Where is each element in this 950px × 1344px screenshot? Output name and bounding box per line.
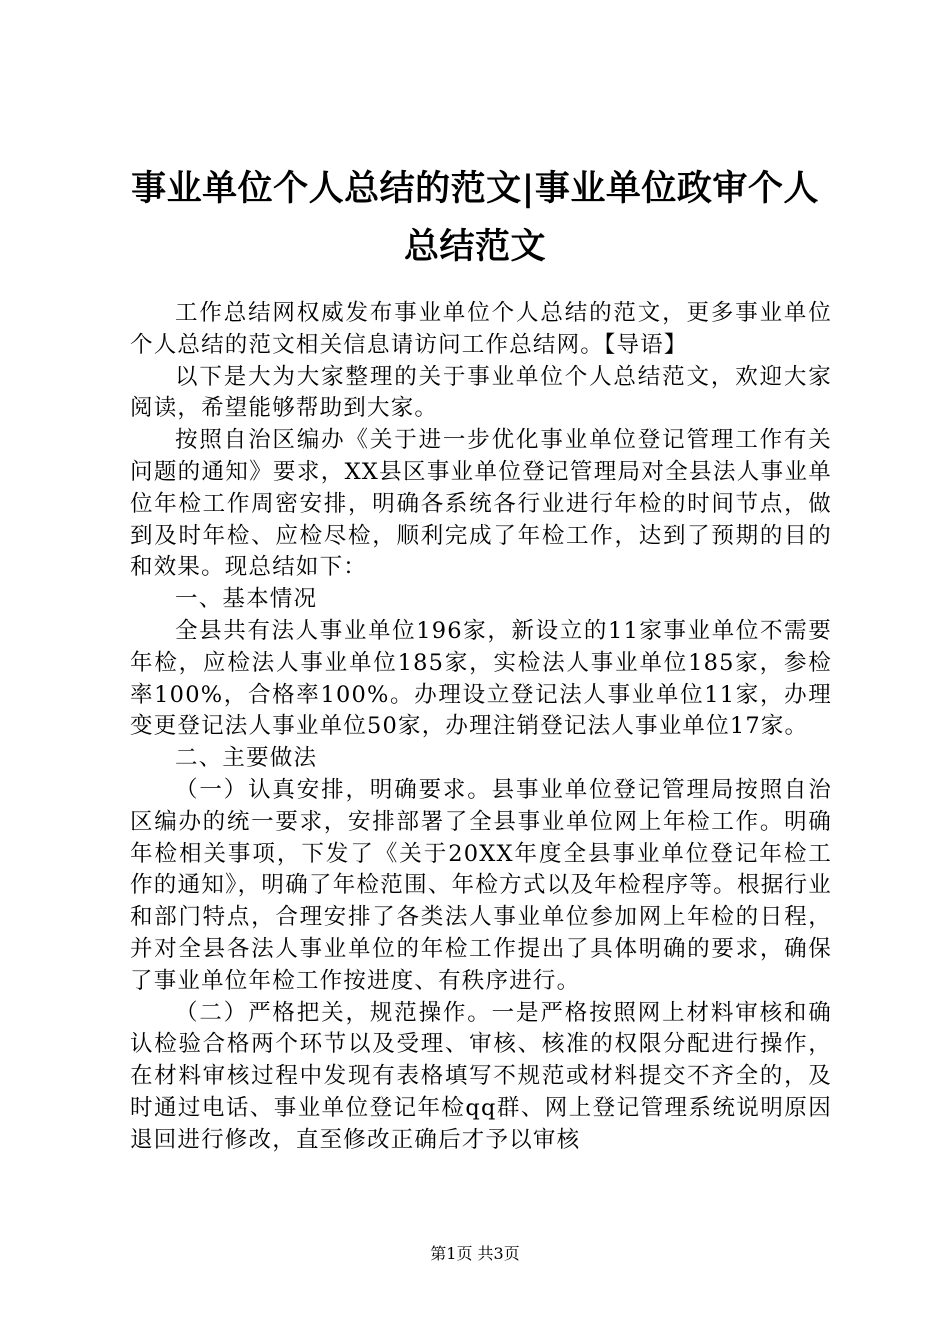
section-heading-methods: 二、主要做法 bbox=[175, 745, 318, 772]
paragraph-basic-situation: 全县共有法人事业单位196家，新设立的11家事业单位不需要年检，应检法人事业单位185家，实检法人事业单位185家，参检率100%，合格率100%。办理设立登记法人事业单位11家，办理变更登记法人事业单位50家，办理注销登记法人事业单位17家。 bbox=[130, 617, 832, 740]
section-heading-basic: 一、基本情况 bbox=[175, 586, 318, 613]
paragraph-method-one: （一）认真安排，明确要求。县事业单位登记管理局按照自治区编办的统一要求，安排部署了全县事业单位网上年检工作。明确年检相关事项，下发了《关于20XX年度全县事业单位登记年检工作的通知》，明确了年检范围、年检方式以及年检程序等。根据行业和部门特点，合理安排了各类法人事业单位参加网上年检的日程，并对全县各法人事业单位的年检工作提出了具体明确的要求，确保了事业单位年检工作按进度、有秩序进行。 bbox=[130, 776, 832, 994]
paragraph-preface: 以下是大为大家整理的关于事业单位个人总结范文，欢迎大家阅读，希望能够帮助到大家。 bbox=[130, 363, 832, 422]
page-footer: 第1页 共3页 bbox=[430, 1244, 520, 1263]
paragraph-overview: 按照自治区编办《关于进一步优化事业单位登记管理工作有关问题的通知》要求，XX县区事业单位登记管理局对全县法人事业单位年检工作周密安排，明确各系统各行业进行年检的时间节点，做到及时年检、应检尽检，顺利完成了年检工作，达到了预期的目的和效果。现总结如下： bbox=[130, 427, 832, 581]
document-body bbox=[130, 298, 832, 1157]
paragraph-intro: 工作总结网权威发布事业单位个人总结的范文，更多事业单位个人总结的范文相关信息请访问工作总结网。【导语】 bbox=[130, 300, 832, 358]
paragraph-method-two: （二）严格把关，规范操作。一是严格按照网上材料审核和确认检验合格两个环节以及受理、审核、核准的权限分配进行操作，在材料审核过程中发现有表格填写不规范或材料提交不齐全的，及时通过电话、事业单位登记年检qq群、网上登记管理系统说明原因退回进行修改，直至修改正确后才予以审核 bbox=[130, 999, 832, 1153]
document-title: 事业单位个人总结的范文|事业单位政审个人总结范文 bbox=[131, 168, 819, 267]
